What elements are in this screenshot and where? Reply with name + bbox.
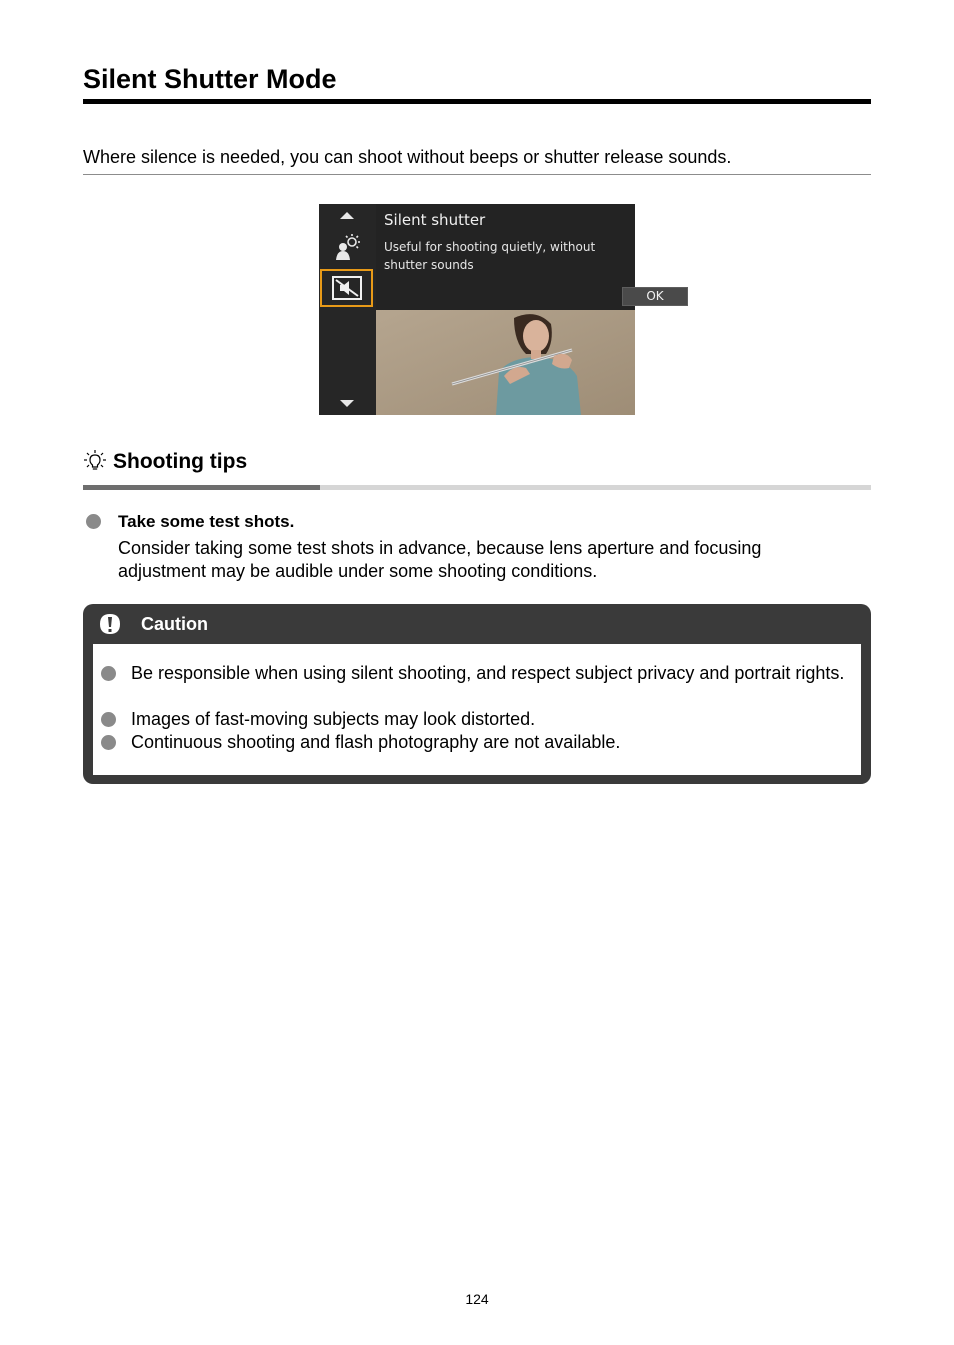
caution-bullet-icon — [101, 735, 116, 750]
caution-exclamation-icon — [98, 612, 122, 636]
caution-bullet-icon — [101, 666, 116, 681]
option-description: Useful for shooting quietly, without shutter sounds — [384, 240, 596, 272]
lightbulb-icon — [83, 449, 107, 473]
shooting-tips-heading: Shooting tips — [113, 450, 248, 473]
caution-box — [83, 604, 871, 784]
caution-bullet-icon — [101, 712, 116, 727]
page-number: 124 — [465, 1291, 489, 1307]
caution-list — [93, 644, 861, 775]
scene-mode-icon — [333, 232, 363, 262]
intro-text: Where silence is needed, you can shoot without beeps or shutter release sounds. — [83, 147, 732, 167]
intro-rule — [83, 174, 871, 175]
live-view-image — [376, 310, 635, 415]
tip-title: Take some test shots. — [118, 512, 295, 531]
shooting-tips-rule-accent — [83, 485, 320, 490]
ok-button[interactable]: OK — [622, 287, 688, 306]
caution-title: Caution — [141, 614, 208, 634]
option-info-panel — [376, 204, 664, 310]
scroll-down-arrow-icon[interactable] — [340, 400, 354, 407]
page-title: Silent Shutter Mode — [83, 64, 337, 94]
caution-item: Continuous shooting and flash photography are not available. — [131, 732, 621, 752]
scroll-up-arrow-icon[interactable] — [340, 212, 354, 219]
tip-bullet-icon — [86, 514, 101, 529]
mode-list — [319, 204, 376, 415]
caution-item: Be responsible when using silent shooting, and respect subject privacy and portrait rights. — [131, 663, 845, 683]
caution-item: Images of fast-moving subjects may look distorted. — [131, 709, 536, 729]
silent-shutter-mode-item[interactable] — [320, 269, 373, 307]
shooting-tips-rule — [83, 485, 871, 490]
camera-screen — [319, 204, 664, 415]
title-rule — [83, 99, 871, 104]
silent-shutter-icon — [332, 276, 362, 300]
tip-body: Consider taking some test shots in advance, because lens aperture and focusing adjustment may be audible under some shooting conditions. — [118, 538, 762, 581]
option-title: Silent shutter — [384, 211, 486, 229]
